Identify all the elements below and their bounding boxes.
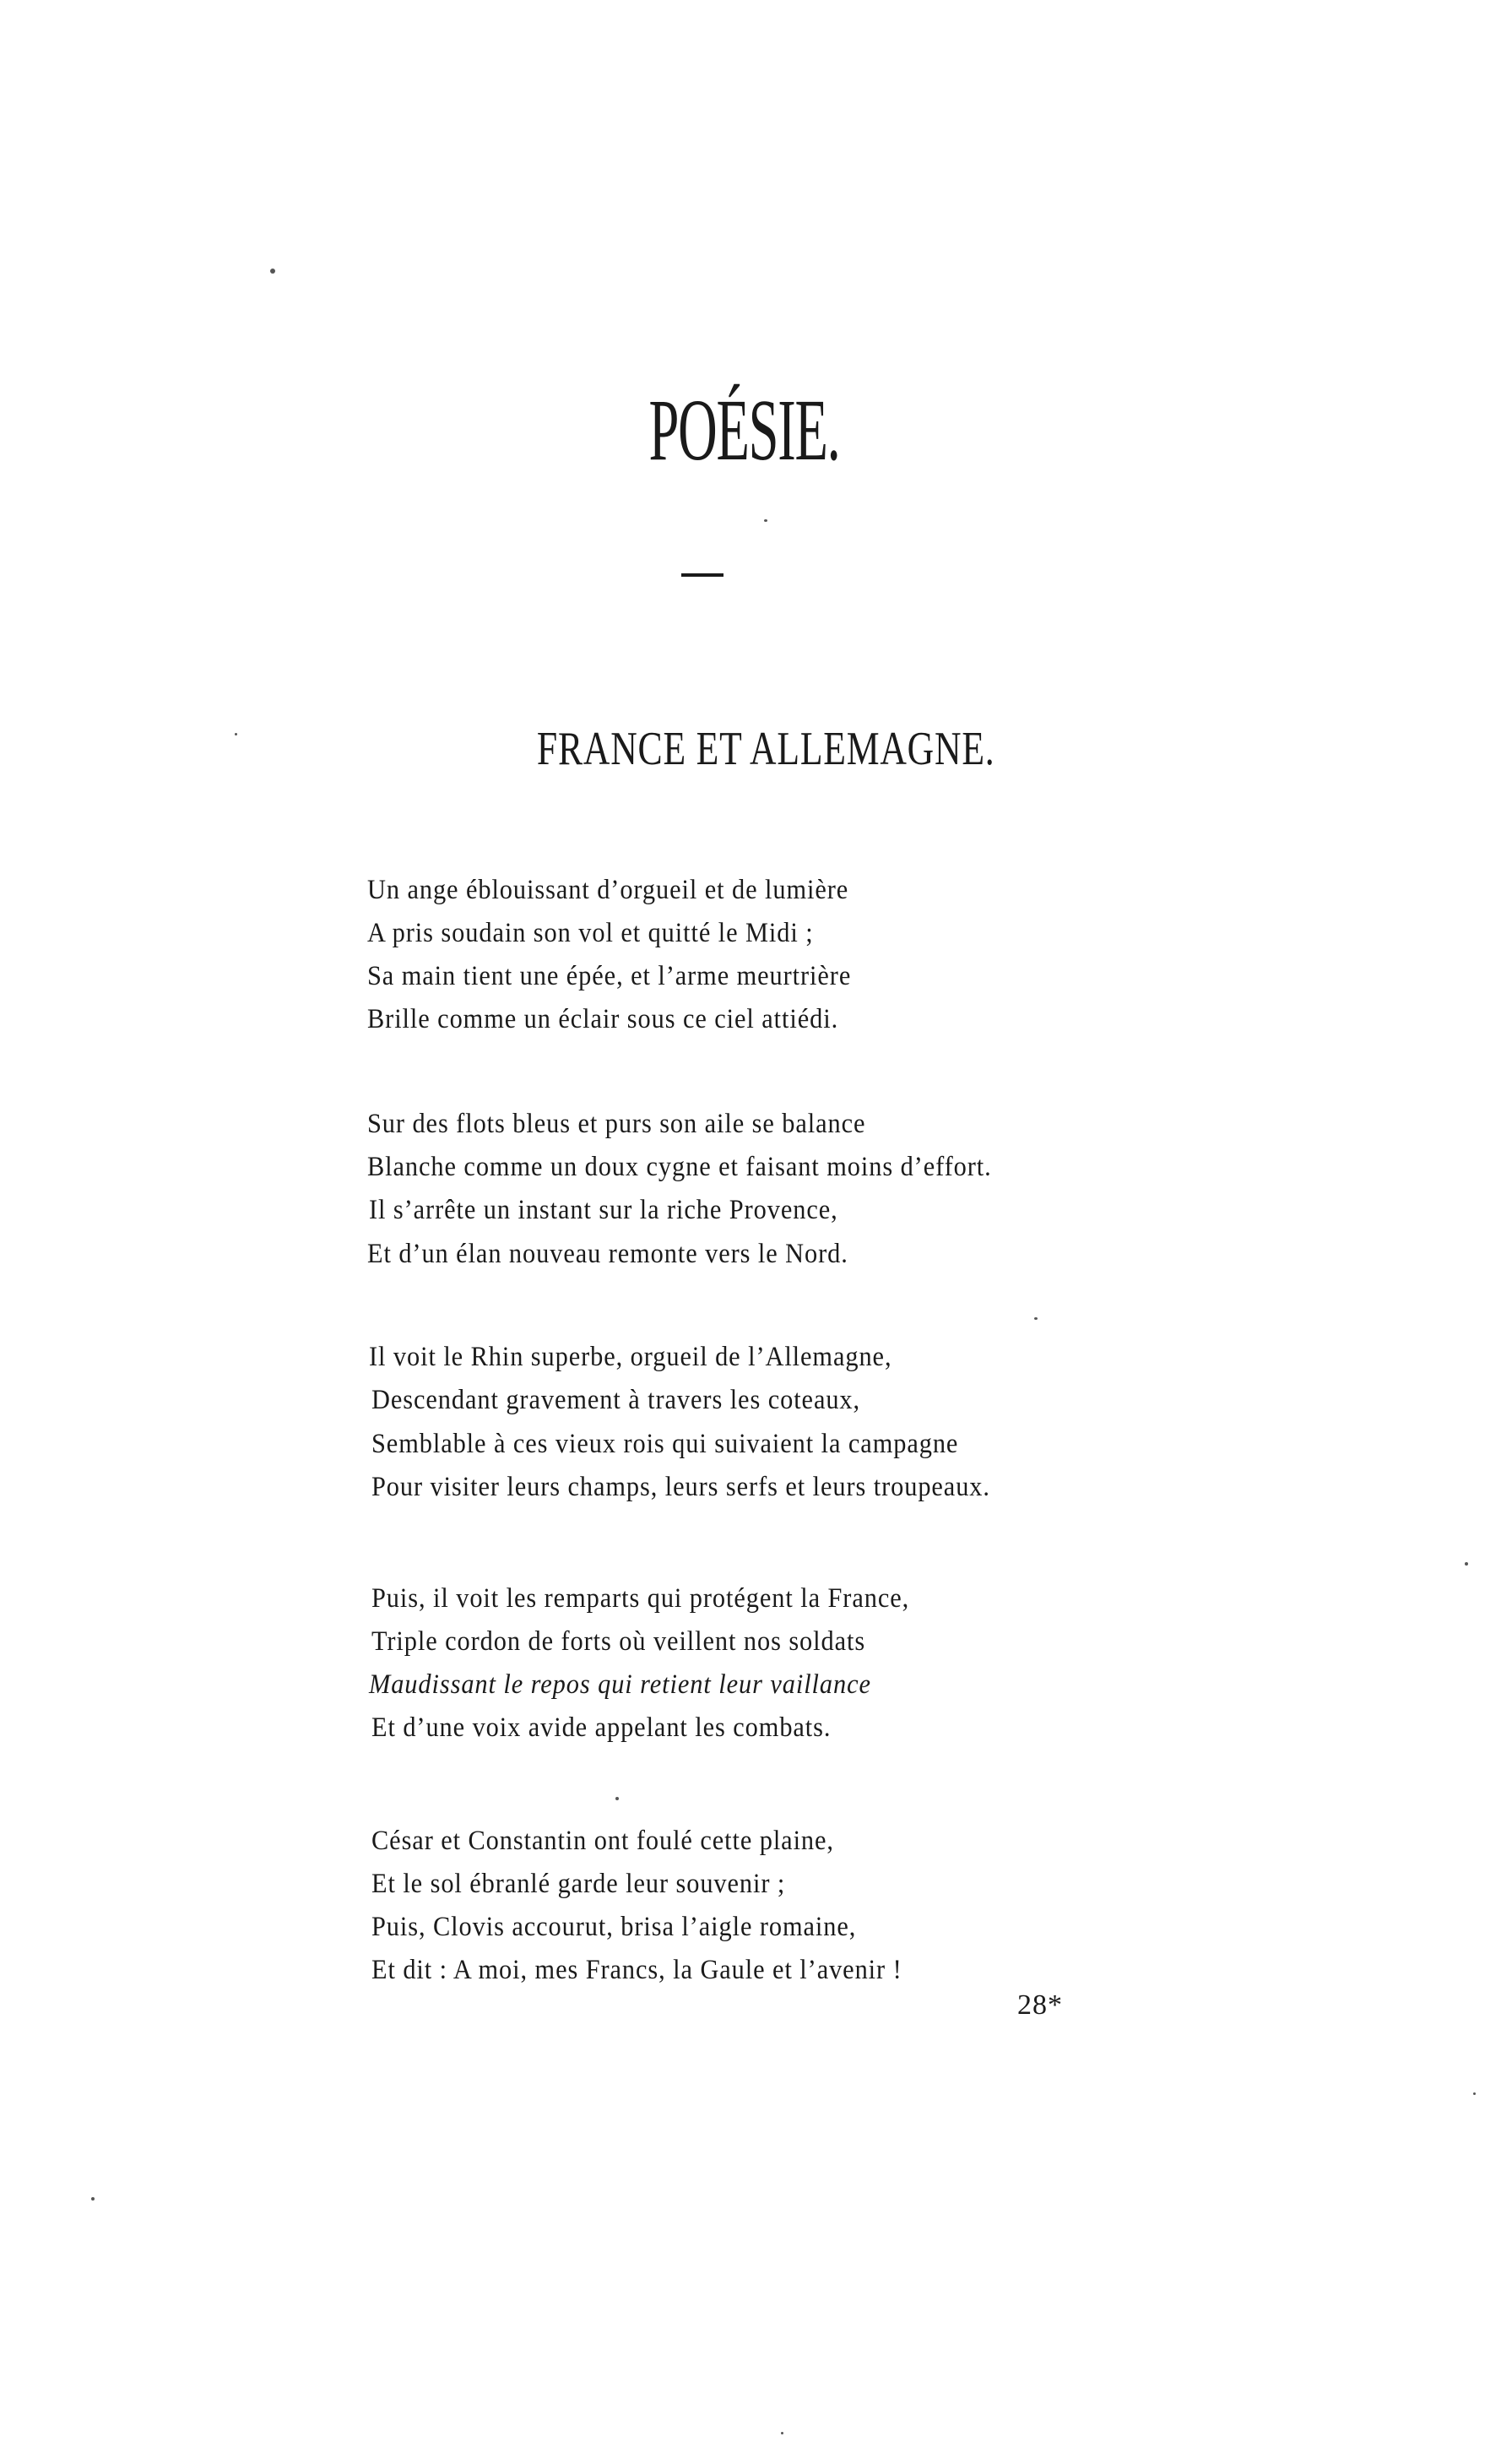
paper-speck: [270, 269, 275, 274]
verse-line: Blanche comme un doux cygne et faisant moins d’effort.: [367, 1152, 992, 1182]
verse-line: Et le sol ébranlé garde leur souvenir ;: [371, 1869, 786, 1899]
verse-line: Et dit : A moi, mes Francs, la Gaule et l’avenir !: [371, 1955, 902, 1985]
paper-speck: [1465, 1562, 1468, 1566]
verse-line: Pour visiter leurs champs, leurs serfs et leurs troupeaux.: [371, 1472, 990, 1502]
verse-line: César et Constantin ont foulé cette plaine,: [371, 1826, 834, 1856]
verse-line: Et d’un élan nouveau remonte vers le Nord.: [367, 1239, 848, 1269]
verse-line: Un ange éblouissant d’orgueil et de lumière: [367, 875, 849, 905]
paper-speck: [1473, 2092, 1476, 2095]
section-title: POÉSIE.: [648, 382, 840, 479]
verse-line: Descendant gravement à travers les coteaux,: [371, 1385, 861, 1415]
verse-line: Il voit le Rhin superbe, orgueil de l’Allemagne,: [369, 1342, 892, 1372]
paper-speck: [781, 2432, 783, 2434]
paper-speck: [91, 2197, 95, 2201]
signature-mark: 28*: [1017, 1989, 1063, 2021]
verse-line: A pris soudain son vol et quitté le Midi ;: [367, 918, 814, 948]
paper-speck: [615, 1797, 619, 1800]
verse-line: Semblable à ces vieux rois qui suivaient la campagne: [371, 1429, 959, 1459]
verse-line: Brille comme un éclair sous ce ciel attiédi.: [367, 1004, 839, 1034]
verse-line: Maudissant le repos qui retient leur vaillance: [369, 1669, 871, 1700]
verse-line: Et d’une voix avide appelant les combats.: [371, 1712, 832, 1743]
verse-line: Sa main tient une épée, et l’arme meurtrière: [367, 961, 852, 991]
paper-speck: [1034, 1317, 1038, 1320]
paper-speck: [235, 733, 237, 735]
verse-line: Puis, il voit les remparts qui protégent la France,: [371, 1583, 910, 1614]
verse-line: Sur des flots bleus et purs son aile se balance: [367, 1109, 866, 1139]
verse-line: Il s’arrête un instant sur la riche Provence,: [369, 1195, 838, 1225]
paper-speck: [764, 519, 767, 522]
verse-line: Puis, Clovis accourut, brisa l’aigle romaine,: [371, 1912, 857, 1942]
title-rule: [681, 573, 723, 577]
verse-line: Triple cordon de forts où veillent nos soldats: [371, 1626, 866, 1657]
poem-title: FRANCE ET ALLEMAGNE.: [536, 723, 995, 775]
